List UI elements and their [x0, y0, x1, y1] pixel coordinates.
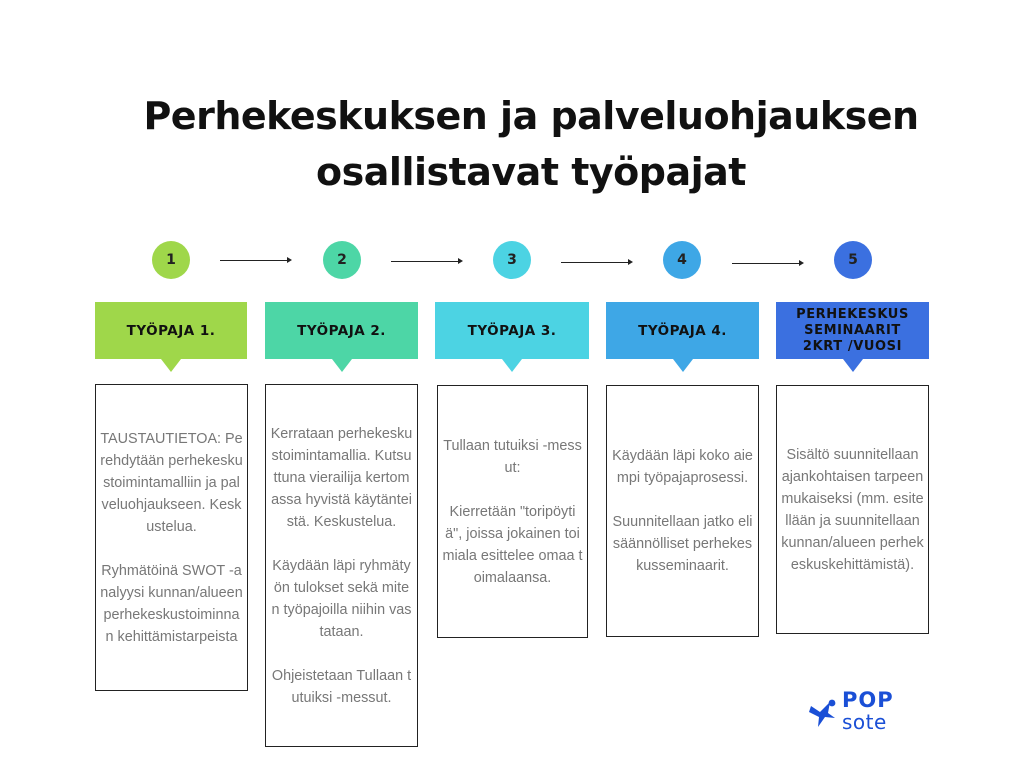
logo-text-pop: POP: [842, 688, 894, 712]
header-pointer: [502, 359, 522, 372]
step-header-2: [265, 302, 418, 359]
step-content-box-5: [776, 385, 929, 634]
popsote-logo: [806, 690, 906, 734]
step-content-text: Käydään läpi koko aiempi työpajaprosessi. Suunnitellaan jatko eli säännölliset perhekeskusseminaarit.: [612, 448, 753, 574]
logo-text-sote: sote: [842, 710, 887, 734]
header-pointer: [161, 359, 181, 372]
arrow-1-to-2: [220, 260, 288, 261]
title-line-2: osallistavat työpajat: [316, 150, 746, 194]
star-figure-icon: [806, 696, 840, 730]
step-content-text: Sisältö suunnitellaan ajankohtaisen tarpeen mukaiseksi (mm. esitellään ja suunnitellaan kunnan/alueen perhekeskuskehittämistä).: [781, 446, 924, 573]
step-header-label: PERHEKESKUS SEMINAARIT 2KRT /VUOSI: [796, 306, 909, 354]
step-content-box-1: [95, 384, 248, 691]
logo-wordmark: [842, 690, 894, 732]
arrow-2-to-3: [391, 261, 459, 262]
step-header-1: [95, 302, 247, 359]
step-header-label: TYÖPAJA 4.: [638, 322, 727, 339]
arrow-4-to-5: [732, 263, 800, 264]
step-header-3: [435, 302, 589, 359]
step-content-text: TAUSTAUTIETOA: Perehdytään perhekeskustoimintamalliin ja palveluohjaukseen. Keskustelua. Ryhmätöinä SWOT -analyysi kunnan/alueen perhekeskustoiminnan kehittämistarpeista: [100, 430, 243, 645]
header-pointer: [843, 359, 863, 372]
title-line-1: Perhekeskuksen ja palveluohjauksen: [143, 94, 919, 138]
step-number-1: 1: [152, 241, 190, 279]
step-content-text: Tullaan tutuiksi -messut: Kierretään "toripöytiä", joissa jokainen toimiala esittelee omaa toimalaansa.: [442, 437, 583, 586]
step-header-5: [776, 302, 929, 359]
step-content-box-4: [606, 385, 759, 637]
header-pointer: [332, 359, 352, 372]
step-header-label: TYÖPAJA 2.: [297, 322, 386, 339]
step-number-2: 2: [323, 241, 361, 279]
step-content-text: Kerrataan perhekeskustoimintamallia. Kutsuttuna vierailija kertomassa hyvistä käytänteistä. Keskustelua. Käydään läpi ryhmätyön tulokset sekä miten työpajoilla niihin vastataan. Ohjeistetaan Tullaan tutuiksi -messut.: [270, 425, 413, 706]
diagram-title: [0, 88, 1024, 200]
step-number-4: 4: [663, 241, 701, 279]
arrow-3-to-4: [561, 262, 629, 263]
step-number-3: 3: [493, 241, 531, 279]
step-number-5: 5: [834, 241, 872, 279]
step-content-box-2: [265, 384, 418, 747]
header-pointer: [673, 359, 693, 372]
step-header-label: TYÖPAJA 3.: [467, 322, 557, 339]
step-content-box-3: [437, 385, 588, 638]
step-header-label: TYÖPAJA 1.: [126, 322, 216, 339]
step-header-4: [606, 302, 759, 359]
